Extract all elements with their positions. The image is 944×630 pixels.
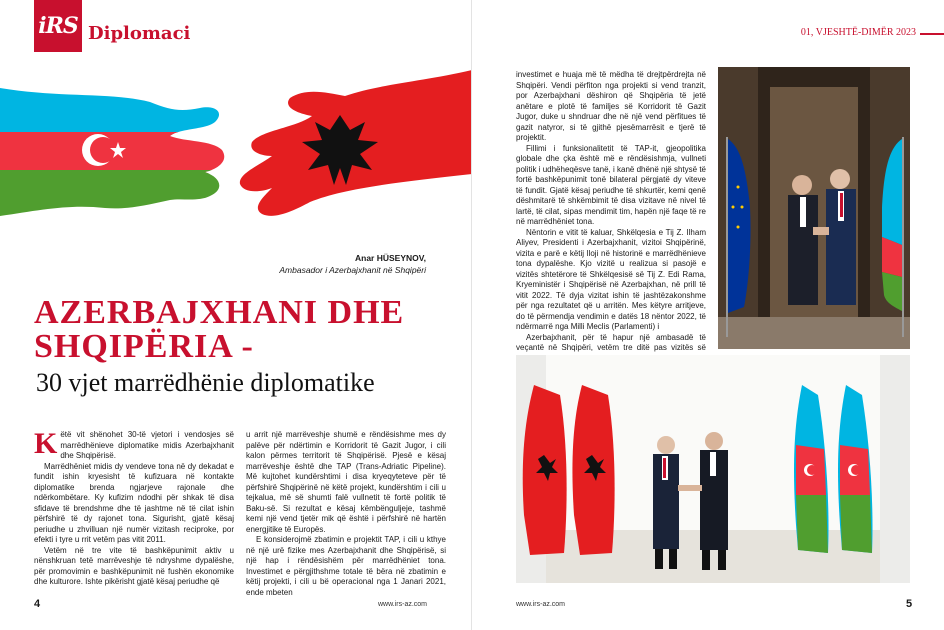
photo-leaders-with-flags (516, 355, 910, 583)
footer-url-right: www.irs-az.com (516, 601, 566, 608)
right-page (472, 0, 944, 630)
paragraph: investimet e huaja më të mëdha të drejtpërdrejta në Shqipëri. Vendi përfiton nga projekti si vend tranzit, por Azerbajxhani dëshiron që Shqipëria të jetë anëtare e plotë të familjes së Korridorit të Gazit Jugor, duke u shndruar dhe në një vend përfitues të gazit natyror, si të gjithë pjesëmarrësit e tjerë të projektit. (516, 70, 706, 142)
photo-leaders-handshake-flags (718, 67, 910, 349)
paragraph: Nëntorin e vitit të kaluar, Shkëlqesia e Tij Z. Ilham Aliyev, Presidenti i Azerbajxhanit, vizitoi Shqipërinë, vizita e parë e këtij lloji në historinë e marrëdhënieve tona dypalëshe. Kjo vizitë u realizua si pasojë e vizitës shtetërore të Shkëlqesisë së Tij Z. Edi Rama, Kryeministër i Shqipërisë në Azerbajxhan, në prill të vitit 2022. Të dyja vizitat ishin të jashtëzakonshme për nga rezultatet që u arritën. Mes këtyre arritjeve, do të përmendja vendimin e datës 18 nëntor 2022, të ndërmarrë nga Milli Meclis (Parlamenti) i (516, 227, 706, 331)
article-column-1 (34, 427, 234, 588)
author-role: Ambasador i Azerbajxhanit në Shqipëri (279, 265, 426, 275)
headline-line-1: AZERBAJXHANI DHE (34, 294, 405, 331)
paragraph: Vetëm në tre vite të bashkëpunimit aktiv u nënshkruan tetë marrëveshje të ndryshme dypalëshe, për promovimin e bashkëpunimit në fushën ekonomike dhe kulturore. Ishte pikërisht gjatë kësaj periudhe që (34, 545, 234, 586)
drop-cap: K (34, 427, 58, 460)
headline-line-2: SHQIPËRIA - (34, 328, 254, 365)
paragraph: u arrit një marrëveshje shumë e rëndësishme mes dy palëve për ndërtimin e Korridorit të Gazit Jugor, i cili kalon përmes territorit të Shqipërisë. Pjesë e kësaj marrëveshje është dhe TAP (Trans-Adriatic Pipeline). Më kujtohet kundërshtimi i disa kryeqyteteve për të përfshirë Shqipërinë në këtë projekt, kundërshtim i cili u tejkalua, më së shumti falë vullnetit të fortë politik të Baku-së. Si rezultat e kësaj këmbënguljeje, tashmë kemi një vend tjetër mik që është i përfshirë në hartën energjitike të Europës. (246, 430, 446, 534)
article-column-3 (516, 70, 706, 364)
logo-text: iRS (38, 13, 78, 39)
footer-url-left: www.irs-az.com (378, 601, 428, 608)
paragraph: E konsiderojmë zbatimin e projektit TAP, i cili u kthye në një urë fizike mes Azerbajxhanit dhe Shqipërisë, si një hap i rëndësishëm për marrëdhëniet tona. Investimet e përgjithshme totale të bëra në zbatimin e këtij projekti, i cili u bë operacional nga 1 Janari 2021, ende mbeten (246, 535, 446, 597)
article-column-2 (246, 430, 446, 598)
section-name: Diplomaci (88, 23, 191, 44)
author-block (279, 252, 426, 276)
article-subtitle: 30 vjet marrëdhënie diplomatike (36, 368, 375, 397)
issue-label: 01, VJESHTË-DIMËR 2023 (800, 27, 916, 38)
article-headline (34, 296, 404, 364)
author-name: Anar HÜSEYNOV, (354, 253, 426, 263)
paragraph: Këtë vit shënohet 30-të vjetori i vendosjes së marrëdhënieve diplomatike midis Azerbajxhanit dhe Shqipërisë. (34, 427, 234, 460)
header-rule (920, 33, 944, 35)
page-number-right: 5 (906, 598, 913, 610)
paragraph: Azerbajxhanit, për të hapur një ambasadë të veçantë në Shqipëri, vetëm tre ditë pas vizitës së (516, 332, 706, 352)
paragraph: Marrëdhëniet midis dy vendeve tona në dy dekadat e fundit ishin kryesisht të kufizuara në kontakte diplomatike brenda ngjarjeve rajonale dhe ndërkombëtare. Ky kufizim ndodhi për shkak të disa sfidave të brendshme dhe të jashtme në të cilat ishin përfshirë të dy rajonet tona. Sigurisht, gjatë kësaj periudhe u zhvilluan një numër vizitash reciproke, por efekti i tyre u rrit vetëm pas vitit 2011. (34, 461, 234, 544)
handshake-flags-illustration (0, 70, 472, 230)
paragraph: Fillimi i funksionalitetit të TAP-it, gjeopolitika globale dhe çka është më e rëndësishmja, vullneti politik i udhëheqësve tanë, i kanë dhënë një shtysë të fortë bashkëpunimit tonë bilateral përgjatë dy viteve të fundit. Gjatë kësaj periudhe të shkurtër, kemi qenë dëshmitarë të shkëmbimit të disa vizitave në nivel të lartë, të cilat, sipas mendimit tim, hapën një faqe të re në marrëdhëniet tona. (516, 143, 706, 226)
irs-logo (34, 0, 82, 52)
page-number-left: 4 (34, 598, 41, 610)
